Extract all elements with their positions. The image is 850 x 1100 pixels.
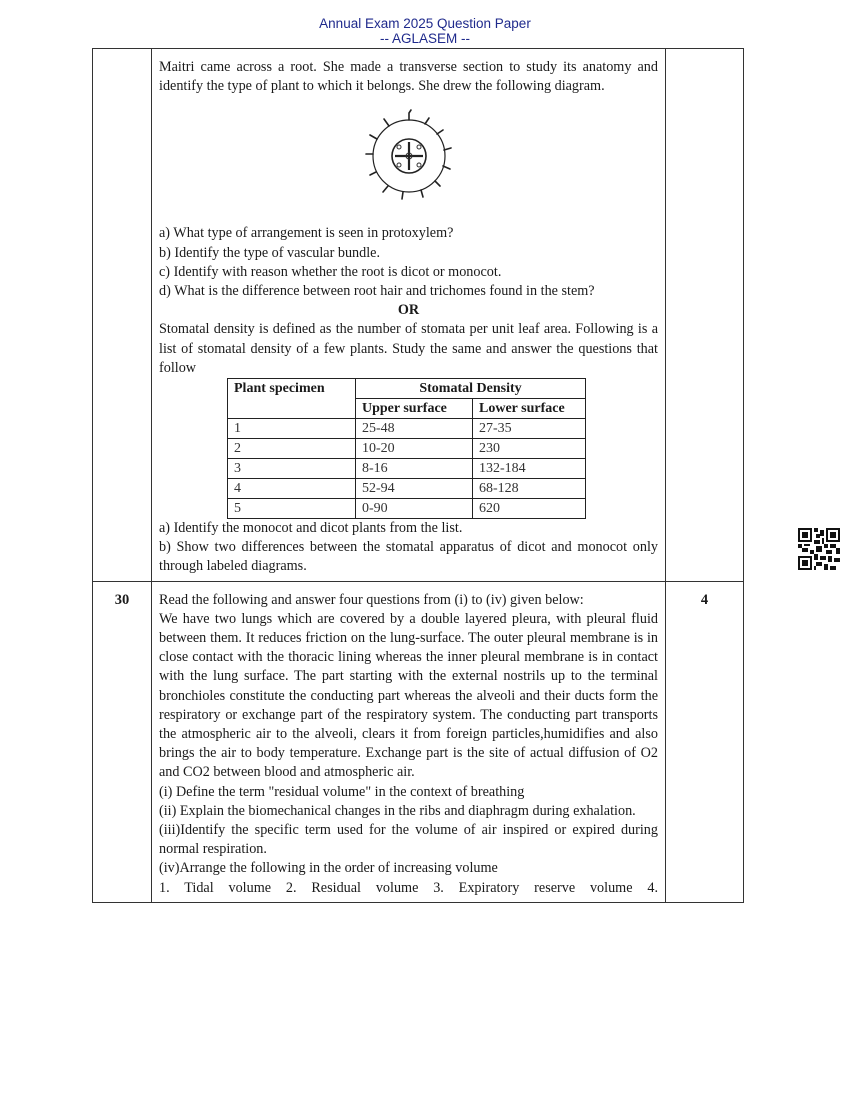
question-instruction: Read the following and answer four questions from (i) to (iv) given below: xyxy=(159,591,584,608)
root-diagram-icon xyxy=(359,104,459,204)
table-row xyxy=(228,459,586,479)
cell-upper: 10-20 xyxy=(356,439,473,459)
alt-sub-question-a: a) Identify the monocot and dicot plants from the list. xyxy=(159,520,463,537)
cell-upper: 0-90 xyxy=(356,499,473,519)
sub-question-iv: (iv)Arrange the following in the order of increasing volume xyxy=(159,860,498,877)
cell-lower: 230 xyxy=(473,439,586,459)
question-number: 30 xyxy=(93,582,152,902)
alternative-intro: Stomatal density is defined as the number of stomata per unit leaf area. Following is a list of stomatal density of a few plants. Study the same and answer the questions that follow xyxy=(159,321,658,376)
cell-specimen: 5 xyxy=(228,499,356,519)
cell-lower: 620 xyxy=(473,499,586,519)
sub-question-ii: (ii) Explain the biomechanical changes in the ribs and diaphragm during exhalation. xyxy=(159,802,636,819)
col-header-upper-surface: Upper surface xyxy=(356,399,473,419)
question-number xyxy=(93,49,152,581)
qr-code-icon xyxy=(798,528,840,570)
root-transverse-section-diagram xyxy=(159,104,658,204)
cell-upper: 25-48 xyxy=(356,419,473,439)
question-body xyxy=(152,582,666,902)
page-header xyxy=(0,16,850,46)
col-header-stomatal-density: Stomatal Density xyxy=(356,379,586,399)
cell-specimen: 1 xyxy=(228,419,356,439)
table-row xyxy=(228,439,586,459)
sub-question-i: (i) Define the term "residual volume" in the context of breathing xyxy=(159,783,525,800)
table-row xyxy=(228,479,586,499)
question-row-29-continued xyxy=(93,49,743,582)
question-body xyxy=(152,49,666,581)
cell-lower: 27-35 xyxy=(473,419,586,439)
col-header-plant-specimen: Plant specimen xyxy=(228,379,356,419)
or-separator: OR xyxy=(397,302,420,319)
col-header-lower-surface: Lower surface xyxy=(473,399,586,419)
cell-lower: 132-184 xyxy=(473,459,586,479)
cell-specimen: 4 xyxy=(228,479,356,499)
question-table xyxy=(92,48,744,903)
header-title: Annual Exam 2025 Question Paper xyxy=(319,16,531,31)
cell-upper: 8-16 xyxy=(356,459,473,479)
question-row-30 xyxy=(93,582,743,903)
question-passage: We have two lungs which are covered by a double layered pleura, with pleural fluid between them. It reduces friction on the lung-surface. The outer pleural membrane is in close contact with the thoracic lining whereas the inner pleural membrane is in contact with the lung surface. The part starting with the external nostrils up to the terminal bronchioles constitute the conducting part whereas the alveoli and their ducts form the respiratory or exchange part of the respiratory system. The conducting part transports the atmospheric air to the alveoli, clears it from foreign particles,humidifies and also brings the air to body temperature. Exchange part is the site of actual diffusion of O2 and CO2 between blood and atmospheric air. xyxy=(159,610,658,781)
alt-sub-question-b: b) Show two differences between the stomatal apparatus of dicot and monocot only through labeled diagrams. xyxy=(159,539,658,575)
cell-lower: 68-128 xyxy=(473,479,586,499)
sub-question-iii: (iii)Identify the specific term used for the volume of air inspired or expired during normal respiration. xyxy=(159,822,658,858)
question-marks xyxy=(666,49,743,581)
cell-upper: 52-94 xyxy=(356,479,473,499)
question-marks: 4 xyxy=(700,591,709,608)
table-row xyxy=(228,419,586,439)
sub-question-b: b) Identify the type of vascular bundle. xyxy=(159,244,381,261)
cell-specimen: 2 xyxy=(228,439,356,459)
stomatal-density-table xyxy=(227,378,586,519)
table-row xyxy=(228,499,586,519)
sub-question-a: a) What type of arrangement is seen in protoxylem? xyxy=(159,225,454,242)
header-source: -- AGLASEM -- xyxy=(379,31,470,46)
sub-question-d: d) What is the difference between root hair and trichomes found in the stem? xyxy=(159,283,595,300)
question-intro: Maitri came across a root. She made a transverse section to study its anatomy and identify the type of plant to which it belongs. She drew the following diagram. xyxy=(159,59,658,95)
sub-question-iv-options: 1. Tidal volume 2. Residual volume 3. Expiratory reserve volume 4. xyxy=(159,879,658,896)
sub-question-c: c) Identify with reason whether the root is dicot or monocot. xyxy=(159,263,502,280)
cell-specimen: 3 xyxy=(228,459,356,479)
